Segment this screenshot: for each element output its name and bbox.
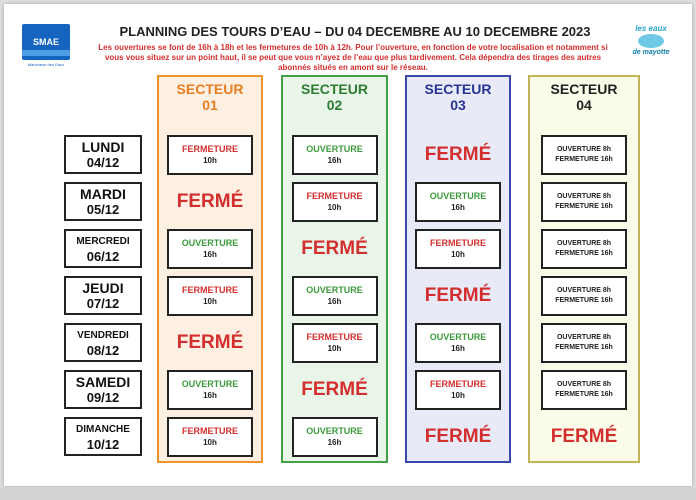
closed-label: FERMÉ xyxy=(424,285,492,306)
status-label: FERMETURE xyxy=(306,332,363,342)
cell-closing xyxy=(292,323,378,363)
day-name: SAMEDI xyxy=(75,373,131,390)
cell-opening xyxy=(415,323,501,363)
sector-02-header xyxy=(283,81,386,113)
status-label: OUVERTURE xyxy=(306,426,363,436)
sector-04-number: 04 xyxy=(576,97,592,113)
closed-label: FERMÉ xyxy=(176,332,244,353)
cell-opening xyxy=(292,276,378,316)
day-label-mardi xyxy=(64,182,142,221)
day-date: 05/12 xyxy=(86,201,120,217)
day-name: MARDI xyxy=(80,185,126,202)
cell-closing xyxy=(167,135,253,175)
closing-time: FERMETURE 16h xyxy=(555,203,613,210)
day-date: 07/12 xyxy=(86,295,120,311)
status-time: 10h xyxy=(203,156,217,165)
cell-open-close xyxy=(541,276,627,316)
day-name: DIMANCHE xyxy=(76,423,130,435)
closed-label: FERMÉ xyxy=(301,379,368,400)
closing-time: FERMETURE 16h xyxy=(555,344,613,351)
closing-time: FERMETURE 16h xyxy=(555,156,613,163)
cell-opening xyxy=(292,417,378,457)
status-time: 10h xyxy=(327,344,342,353)
eaux-logo-line1: les eaux xyxy=(635,24,667,33)
cell-closed-day xyxy=(157,182,263,222)
day-name: MERCREDI xyxy=(76,235,130,247)
closed-label: FERMÉ xyxy=(550,426,618,447)
status-time: 16h xyxy=(327,438,342,447)
opening-time: OUVERTURE 8h xyxy=(556,287,612,294)
cell-open-close xyxy=(541,135,627,175)
cell-opening xyxy=(415,182,501,222)
status-label: OUVERTURE xyxy=(181,238,239,248)
sector-01-number: 01 xyxy=(202,97,218,113)
eaux-de-mayotte-logo xyxy=(626,24,676,70)
sector-04-header xyxy=(530,81,638,113)
sector-03-header xyxy=(407,81,509,113)
sector-02-number: 02 xyxy=(326,97,343,113)
closed-label: FERMÉ xyxy=(301,238,368,259)
status-time: 10h xyxy=(451,250,465,259)
status-label: OUVERTURE xyxy=(429,332,487,342)
cell-open-close xyxy=(541,370,627,410)
status-time: 16h xyxy=(451,203,465,212)
status-label: OUVERTURE xyxy=(181,379,239,389)
page-title: PLANNING DES TOURS D’EAU – DU 04 DECEMBRE AU 10 DECEMBRE 2023 xyxy=(119,24,591,39)
day-date: 04/12 xyxy=(86,154,120,170)
cell-closed-day xyxy=(528,417,640,457)
day-label-dimanche xyxy=(64,417,142,456)
day-date: 10/12 xyxy=(86,436,120,452)
day-date: 09/12 xyxy=(86,389,120,405)
day-name: JEUDI xyxy=(82,279,124,296)
water-drop-icon xyxy=(638,34,664,48)
opening-time: OUVERTURE 8h xyxy=(556,334,612,341)
cell-closed-day xyxy=(157,323,263,363)
cell-closed-day xyxy=(281,370,388,410)
opening-time: OUVERTURE 8h xyxy=(556,146,612,153)
status-label: FERMETURE xyxy=(182,285,238,295)
eaux-logo-line2: de mayotte xyxy=(632,49,670,56)
status-time: 16h xyxy=(327,156,342,165)
day-date: 08/12 xyxy=(86,342,120,358)
day-date: 06/12 xyxy=(86,248,120,264)
cell-opening xyxy=(167,229,253,269)
opening-time: OUVERTURE 8h xyxy=(556,381,612,388)
status-time: 10h xyxy=(203,297,217,306)
day-name: LUNDI xyxy=(81,138,125,155)
status-label: OUVERTURE xyxy=(429,191,487,201)
day-name: VENDREDI xyxy=(77,329,129,341)
status-label: FERMETURE xyxy=(430,379,486,389)
cell-closed-day xyxy=(405,417,511,457)
opening-time: OUVERTURE 8h xyxy=(556,240,612,247)
day-label-samedi xyxy=(64,370,142,409)
status-label: OUVERTURE xyxy=(306,285,363,295)
cell-closing xyxy=(292,182,378,222)
status-label: OUVERTURE xyxy=(306,144,363,154)
cell-closing xyxy=(167,276,253,316)
cell-closed-day xyxy=(281,229,388,269)
cell-closing xyxy=(415,370,501,410)
closing-time: FERMETURE 16h xyxy=(555,250,613,257)
status-time: 16h xyxy=(451,344,465,353)
status-time: 16h xyxy=(327,297,342,306)
status-label: FERMETURE xyxy=(430,238,486,248)
closing-time: FERMETURE 16h xyxy=(555,297,613,304)
closed-label: FERMÉ xyxy=(424,144,492,165)
cell-closed-day xyxy=(405,135,511,175)
sector-02-label: SECTEUR xyxy=(301,81,368,97)
cell-closed-day xyxy=(405,276,511,316)
status-label: FERMETURE xyxy=(182,144,238,154)
cell-closing xyxy=(167,417,253,457)
status-time: 10h xyxy=(451,391,465,400)
closing-time: FERMETURE 16h xyxy=(555,391,613,398)
sector-03-number: 03 xyxy=(450,97,466,113)
cell-closing xyxy=(415,229,501,269)
cell-open-close xyxy=(541,323,627,363)
closed-label: FERMÉ xyxy=(424,426,492,447)
smae-logo xyxy=(22,24,70,68)
cell-opening xyxy=(292,135,378,175)
cell-open-close xyxy=(541,229,627,269)
day-label-lundi xyxy=(64,135,142,174)
status-time: 16h xyxy=(203,250,217,259)
sector-04-label: SECTEUR xyxy=(550,81,618,97)
sector-01-header xyxy=(159,81,261,113)
cell-open-close xyxy=(541,182,627,222)
smae-logo-tagline: Mahoraise des Eaux xyxy=(27,62,65,67)
cell-opening xyxy=(167,370,253,410)
status-label: FERMETURE xyxy=(182,426,238,436)
status-time: 10h xyxy=(203,438,217,447)
day-label-jeudi xyxy=(64,276,142,315)
sector-03-label: SECTEUR xyxy=(424,81,492,97)
day-label-mercredi xyxy=(64,229,142,268)
status-label: FERMETURE xyxy=(306,191,363,201)
opening-time: OUVERTURE 8h xyxy=(556,193,612,200)
closed-label: FERMÉ xyxy=(176,191,244,212)
status-time: 10h xyxy=(327,203,342,212)
status-time: 16h xyxy=(203,391,217,400)
smae-logo-mark: SMAE xyxy=(22,24,70,60)
bottom-strip xyxy=(0,488,696,500)
sector-01-label: SECTEUR xyxy=(176,81,244,97)
day-label-vendredi xyxy=(64,323,142,362)
schedule-notice: Les ouvertures se font de 16h à 18h et les fermetures de 10h à 12h. Pour l’ouverture, en fonction de votre localisation et notamment si vous vous situez sur un point haut, il se peut que vous n’ayez de l’eau que plus tardivement. Cela dépendra des tirages des autres abonnés situés en amont sur le réseau. xyxy=(98,43,608,72)
